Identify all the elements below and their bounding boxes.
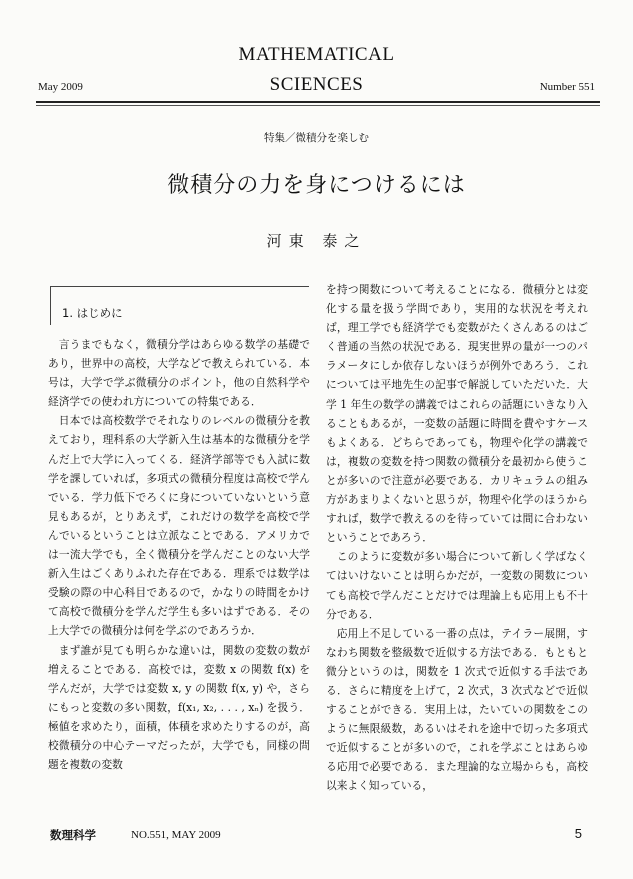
section-heading: 1. はじめに bbox=[62, 306, 123, 320]
paragraph: 言うまでもなく，微積分学はあらゆる数学の基礎であり，世界中の高校，大学などで教えられている．本号は，大学で学ぶ微積分のポイント，他の自然科学や経済学での使われ方についての特集である． bbox=[48, 338, 310, 409]
paragraph: このように変数が多い場合について新しく学ばなくてはいけないことは明らかだが，一変数の関数についても高校で学んだことだけでは理論上も応用上も不十分である． bbox=[326, 550, 588, 621]
issue-date: May 2009 bbox=[38, 81, 83, 93]
footer-journal-name: 数理科学 bbox=[50, 828, 96, 842]
journal-title-line1: MATHEMATICAL bbox=[238, 44, 395, 65]
paragraph: 日本では高校数学でそれなりのレベルの微積分を教えており，理科系の大学新入生は基本的な微積分を学んだ上で大学に入ってくる．経済学部等でも入試に数学を課していれば，多項式の微積分程度は高校で学んでいる．学力低下でろくに身についていないという意見もあるが，とりあえず，これだけの数学を高校で学んでいるということは立派なことである．アメリカでは一流大学でも，全く微積分を学んだことのない大学新入生はごくありふれた存在である．理系では数学は受験の際の中心科目であるので，かなりの時間をかけて高校で微積分を学んだ学生も多いはずである．その上大学での微積分は何を学ぶのであろうか． bbox=[48, 414, 310, 638]
page-number: 5 bbox=[574, 826, 582, 841]
author-name: 河東 泰之 bbox=[266, 232, 367, 250]
issue-number: Number 551 bbox=[539, 81, 595, 93]
body-column-left bbox=[48, 335, 310, 774]
footer-issue: NO.551, MAY 2009 bbox=[131, 829, 221, 841]
header-rule-thick bbox=[36, 101, 600, 103]
journal-title-line2: SCIENCES bbox=[269, 74, 364, 95]
paragraph: まず誰が見ても明らかな違いは，関数の変数の数が増えることである．高校では，変数 x の関数 f(x) を学んだが，大学では変数 x, y の関数 f(x, y) や，さらにもっと変数の多い関数，f(x₁, x₂, . . . , xₙ) を扱う．極値を求めたり，面積，体積を求めたりするのが，高校微積分の中心テーマだったが，大学でも，同様の問題を複数の変数 bbox=[48, 643, 310, 772]
paragraph: 応用上不足している一番の点は，テイラー展開，すなわち関数を整級数で近似する方法である．もともと微分というのは，関数を 1 次式で近似する手法である．さらに精度を上げて，2 次式，3 次式などで近似することができる．実用上は，たいていの関数をこのように無限級数，あるいはそれを途中で切った多項式で近似することが多いので，これを学ぶことはあらゆる応用で必要である．また理論的な立場からも，高校以来よく知っている， bbox=[326, 626, 588, 793]
article-title: 微積分の力を身につけるには bbox=[167, 173, 466, 198]
feature-label: 特集／微積分を楽しむ bbox=[264, 132, 369, 144]
paragraph: を持つ関数について考えることになる．微積分とは変化する量を扱う学問であり，実用的な状況を考えれば，理工学でも経済学でも変数がたくさんあるのはごく普通の当然の状況である．現実世界の量が一つのパラメータにしか依存しないほうが例外であろう．これについては平地先生の記事で解説していただいた．大学 1 年生の数学の講義ではこれらの話題にいきなり入ることもあるが，一変数の話題に時間を費やすケースもよくある．どちらであっても，物理や化学の講義では，複数の変数を持つ関数の微積分を最初から使うことが多いので注意が必要である．カリキュラムの組み方があまりよくないと思うが，物理や化学のほうからすれば，数学で教えるのを待っていては間に合わないということであろう． bbox=[326, 283, 588, 545]
body-column-right bbox=[326, 280, 588, 796]
header-rule-thin bbox=[36, 105, 600, 106]
